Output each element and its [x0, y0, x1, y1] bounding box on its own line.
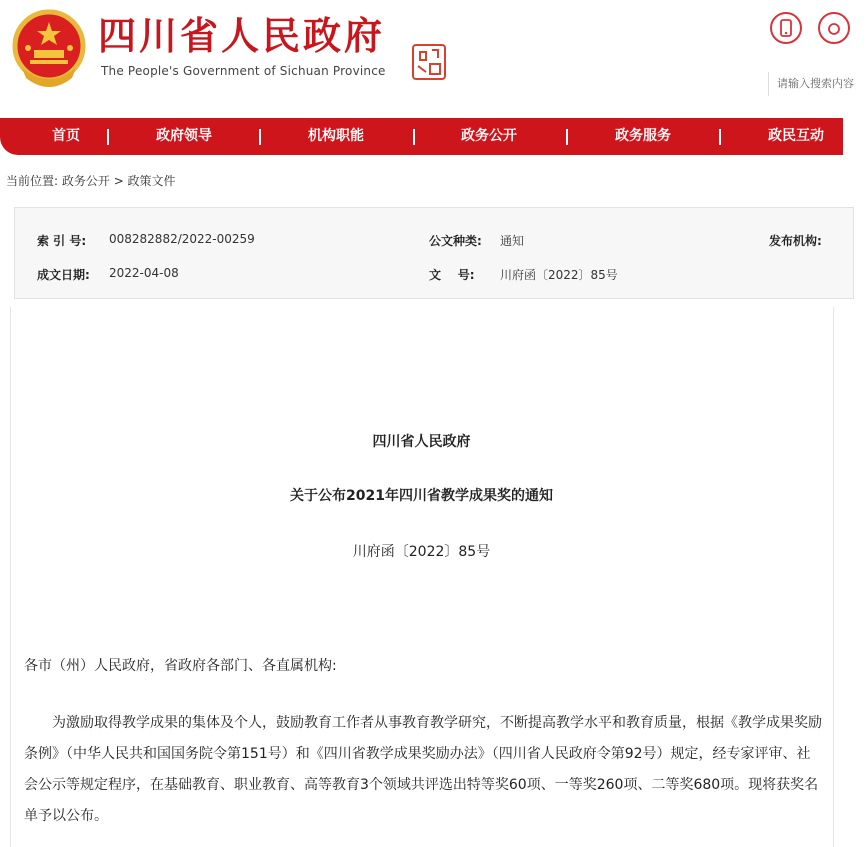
- site-header: [0, 0, 854, 118]
- nav-divider: [413, 129, 415, 145]
- nav-divider: [719, 129, 721, 145]
- nav-divider: [107, 129, 109, 145]
- document-salutation: 各市（州）人民政府，省政府各部门、各直属机构:: [24, 658, 337, 674]
- publisher-label: 发布机构:: [769, 234, 822, 248]
- doc-number-label: 文 号:: [429, 268, 475, 282]
- weibo-icon[interactable]: [818, 12, 850, 44]
- nav-item-services[interactable]: 政务服务: [615, 128, 671, 144]
- nav-item-public-affairs[interactable]: 政务公开: [461, 128, 517, 144]
- nav-divider: [259, 129, 261, 145]
- nav-item-interaction[interactable]: 政民互动: [768, 128, 824, 144]
- breadcrumb-path[interactable]: 政务公开 > 政策文件: [61, 174, 176, 188]
- nav-item-leaders[interactable]: 政府领导: [156, 128, 212, 144]
- index-label: 索 引 号:: [37, 234, 87, 248]
- index-value: 008282882/2022-00259: [109, 232, 255, 246]
- nav-divider: [566, 129, 568, 145]
- mobile-icon[interactable]: [770, 12, 802, 44]
- search-input[interactable]: 请输入搜索内容: [768, 72, 867, 96]
- doc-type-value: 通知: [500, 234, 525, 248]
- date-value: 2022-04-08: [109, 266, 179, 280]
- main-nav: [0, 118, 843, 155]
- document-info-box: [14, 207, 854, 299]
- nav-item-functions[interactable]: 机构职能: [308, 128, 364, 144]
- doc-number-value: 川府函〔2022〕85号: [500, 268, 618, 282]
- breadcrumb-prefix: 当前位置:: [6, 174, 59, 188]
- seal-stamp-icon: [412, 44, 446, 80]
- national-emblem-icon: [10, 8, 88, 88]
- document-paragraph: 为激励取得教学成果的集体及个人，鼓励教育工作者从事教育教学研究，不断提高教学水平和教育质量，根据《教学成果奖励条例》（中华人民共和国国务院令第151号）和《四川省教学成果奖励办法》（四川省人民政府令第92号）规定，经专家评审、社会公示等规定程序，在基础教育、职业教育、高等教育3个领域共评选出特等奖60项、一等奖260项、二等奖680项。现将获奖名单予以公布。: [24, 715, 822, 824]
- nav-item-home[interactable]: 首页: [52, 128, 80, 144]
- document-issuer: 四川省人民政府: [372, 434, 471, 450]
- document-title: 关于公布2021年四川省教学成果奖的通知: [290, 488, 553, 504]
- doc-type-label: 公文种类:: [429, 234, 482, 248]
- breadcrumb: [6, 172, 176, 189]
- date-label: 成文日期:: [37, 268, 90, 282]
- document-number: 川府函〔2022〕85号: [352, 544, 491, 560]
- site-subtitle: The People's Government of Sichuan Province: [101, 64, 386, 78]
- site-title: 四川省人民政府: [98, 13, 386, 58]
